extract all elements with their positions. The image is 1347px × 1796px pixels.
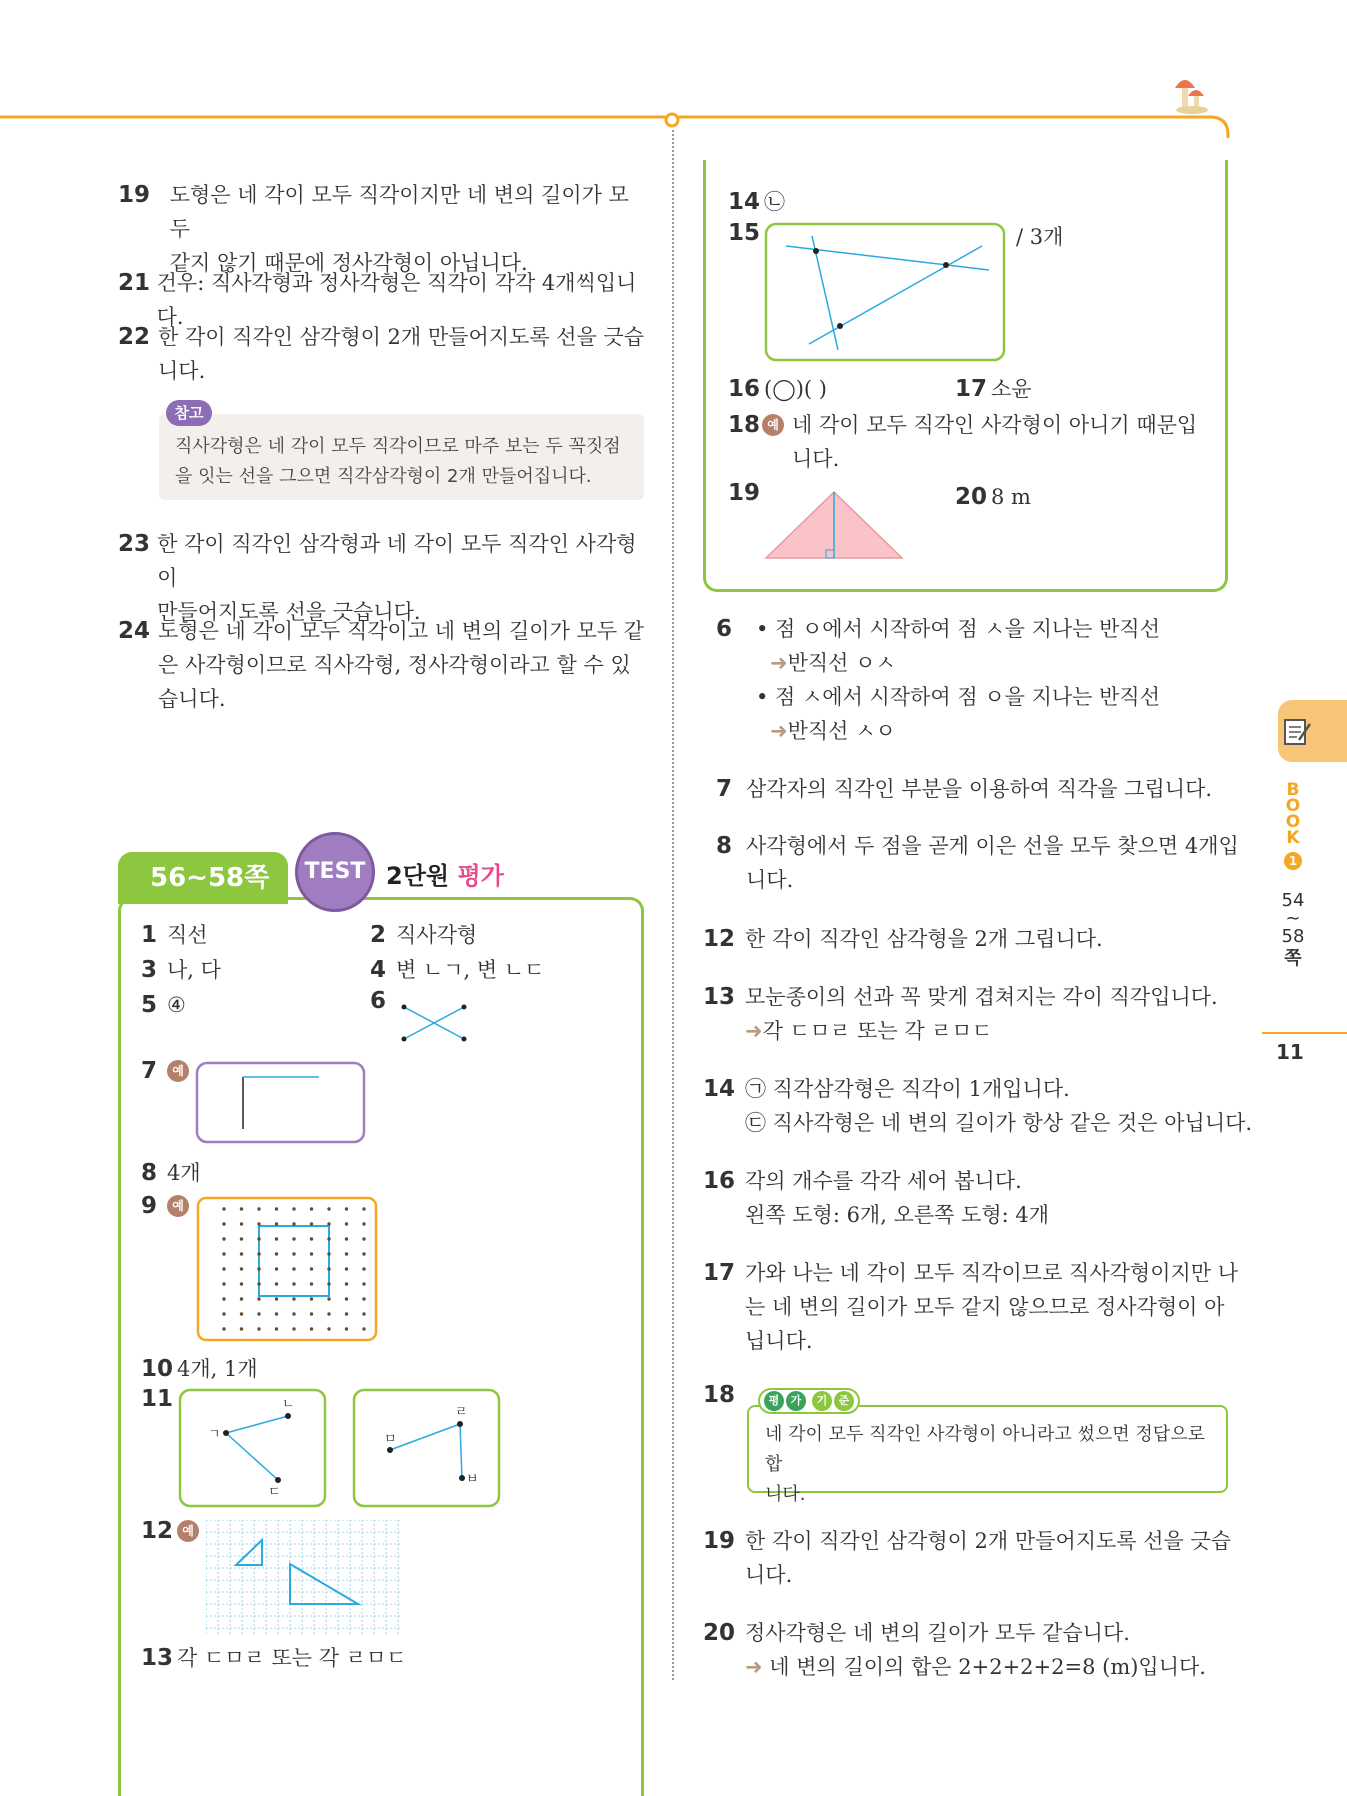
side-rule — [1262, 1032, 1347, 1034]
test-answer-1 — [141, 918, 208, 952]
answer-number: 9 — [141, 1193, 158, 1219]
grid-dot — [222, 1312, 225, 1315]
page-number: 11 — [1276, 1040, 1304, 1064]
grid-dot — [310, 1222, 313, 1225]
grid-dot — [362, 1207, 365, 1210]
vertex-label: ㄹ — [455, 1405, 468, 1420]
item-number: 14 — [703, 1076, 736, 1102]
page-range — [1274, 890, 1312, 970]
grid-dot — [222, 1222, 225, 1225]
box-answer-16 — [728, 372, 827, 406]
item-number: 21 — [118, 270, 151, 296]
grid-dot — [362, 1282, 365, 1285]
grid-dot — [292, 1252, 295, 1255]
grid-dot — [240, 1297, 243, 1300]
grid-dot — [345, 1327, 348, 1330]
box-answer-17 — [955, 372, 1032, 406]
grid-dot — [292, 1327, 295, 1330]
explain-line: 한 각이 직각인 삼각형이 2개 만들어지도록 선을 긋습 — [745, 1529, 1232, 1553]
answer-line: 네 각이 모두 직각인 사각형이 아니기 때문입 — [792, 413, 1198, 437]
grid-dot — [222, 1282, 225, 1285]
grid-dot — [362, 1312, 365, 1315]
grid-dot — [275, 1297, 278, 1300]
grid-dot — [240, 1327, 243, 1330]
grid-dot — [257, 1237, 260, 1240]
grid-dot — [222, 1267, 225, 1270]
page-range-tilde: ~ — [1285, 908, 1301, 929]
grid-dot — [257, 1267, 260, 1270]
grid-dot — [275, 1282, 278, 1285]
arrow-icon: ➜ — [770, 651, 788, 675]
grid-dot — [327, 1282, 330, 1285]
test-title — [386, 856, 504, 891]
grid-dot — [240, 1282, 243, 1285]
explain-8 — [716, 829, 1239, 897]
criteria-line: 니다. — [765, 1484, 806, 1505]
grid-dot — [240, 1207, 243, 1210]
answer-line: 니다. — [792, 447, 840, 471]
criteria-badge-char: 준 — [834, 1391, 854, 1411]
box-answer-20 — [955, 480, 1031, 514]
answer-number: 10 — [141, 1356, 174, 1382]
test-answer-4 — [370, 953, 544, 987]
item-number: 19 — [118, 182, 151, 208]
vertex-label: ㄴ — [282, 1397, 295, 1412]
explain-line: 는 네 변의 길이가 모두 같지 않으므로 정사각형이 아 — [745, 1295, 1225, 1319]
item-number: 18 — [703, 1382, 736, 1408]
grid-dot — [362, 1237, 365, 1240]
explain-line: • 점 ㅅ에서 시작하여 점 ㅇ을 지나는 반직선 — [756, 685, 1160, 709]
answer-text: ④ — [167, 993, 186, 1017]
grid-dot — [222, 1207, 225, 1210]
note-line: 을 잇는 선을 그으면 직각삼각형이 2개 만들어집니다. — [175, 466, 592, 487]
dot-grid-square-figure — [196, 1196, 378, 1342]
note-badge: 참고 — [166, 400, 212, 426]
arrow-icon: ➜ — [770, 719, 788, 743]
grid-dot — [240, 1252, 243, 1255]
grid-dot — [327, 1237, 330, 1240]
grid-dot — [362, 1252, 365, 1255]
box-answer-19 — [728, 480, 760, 506]
grid-dot — [275, 1237, 278, 1240]
note-line: 직사각형은 네 각이 모두 직각이므로 마주 보는 두 꼭짓점 — [175, 436, 621, 457]
vertex-label: ㅁ — [384, 1432, 397, 1447]
item-line: 만들어지도록 선을 긋습니다. — [157, 600, 421, 624]
item-number: 12 — [703, 926, 736, 952]
note-text — [175, 432, 640, 492]
grid-dot — [275, 1207, 278, 1210]
grid-dot — [292, 1282, 295, 1285]
criteria-badge-char: 평 — [764, 1391, 784, 1411]
explain-20 — [703, 1616, 1206, 1684]
item-line: 습니다. — [158, 687, 226, 711]
example-badge: 예 — [762, 414, 784, 436]
grid-dot — [292, 1222, 295, 1225]
page-range-start: 54 — [1281, 890, 1305, 911]
criteria-badge-char: 가 — [786, 1391, 806, 1411]
grid-dot — [257, 1312, 260, 1315]
criteria-badge — [758, 1388, 860, 1414]
explain-line: 반직선 ㅅㅇ — [787, 719, 896, 743]
answer-text: ㉡ — [764, 190, 785, 214]
book-label: BOOK — [1285, 780, 1301, 848]
page-range-end: 58 — [1281, 926, 1305, 947]
explain-arrow-line — [745, 1014, 1218, 1048]
grid-dot — [292, 1237, 295, 1240]
item-line: 도형은 네 각이 모두 직각이고 네 변의 길이가 모두 같 — [158, 619, 645, 643]
answer-number: 4 — [370, 957, 387, 983]
answer-number: 3 — [141, 957, 158, 983]
answer-number: 15 — [728, 220, 761, 246]
item-number: 16 — [703, 1168, 736, 1194]
explain-18 — [703, 1382, 735, 1408]
item-number: 20 — [703, 1620, 736, 1646]
answer-text: 소윤 — [991, 377, 1032, 401]
grid-dot — [345, 1237, 348, 1240]
explain-arrow-line — [745, 1650, 1206, 1684]
grid-dot — [362, 1327, 365, 1330]
grid-dot — [310, 1282, 313, 1285]
answer-number: 5 — [141, 992, 158, 1018]
grid-dot — [257, 1282, 260, 1285]
test-answer-6 — [370, 988, 386, 1014]
grid-dot — [310, 1252, 313, 1255]
grid-dot — [275, 1252, 278, 1255]
answer-number: 19 — [728, 480, 761, 506]
grid-dot — [240, 1267, 243, 1270]
item-number: 6 — [716, 616, 733, 642]
grid-dot — [310, 1297, 313, 1300]
answer-number: 16 — [728, 376, 761, 402]
item-line: 니다. — [158, 359, 206, 383]
criteria-text — [765, 1420, 1220, 1510]
example-badge: 예 — [167, 1195, 189, 1217]
triangle-divided-figure — [764, 488, 906, 560]
grid-dot — [292, 1207, 295, 1210]
grid-dot — [327, 1312, 330, 1315]
grid-dot — [257, 1327, 260, 1330]
explain-19 — [703, 1524, 1231, 1592]
grid-dot — [362, 1267, 365, 1270]
explain-line: 정사각형은 네 변의 길이가 모두 같습니다. — [745, 1621, 1130, 1645]
test-answer-5 — [141, 988, 186, 1022]
answer-number: 1 — [141, 922, 158, 948]
answer-number: 12 — [141, 1518, 174, 1544]
box-answer-18 — [728, 408, 1197, 476]
grid-dot — [310, 1267, 313, 1270]
vertex-label: ㄱ — [208, 1427, 221, 1442]
item-number: 7 — [716, 776, 733, 802]
explain-13 — [703, 980, 1218, 1048]
grid-dot — [292, 1297, 295, 1300]
crossing-lines-figure — [396, 995, 476, 1045]
grid-dot — [222, 1297, 225, 1300]
arrow-icon: ➜ — [745, 1019, 763, 1043]
answer-number: 20 — [955, 484, 988, 510]
left-item-19 — [118, 178, 646, 280]
answer-text: 직선 — [167, 923, 208, 947]
grid-dot — [240, 1237, 243, 1240]
vertex-label: ㄷ — [268, 1485, 281, 1500]
grid-dot — [257, 1252, 260, 1255]
item-number: 19 — [703, 1528, 736, 1554]
example-badge: 예 — [177, 1520, 199, 1542]
box-answer-15-text: / 3개 — [1016, 225, 1064, 249]
item-number: 24 — [118, 618, 151, 644]
intersection-figure — [764, 222, 1008, 362]
grid-dot — [275, 1312, 278, 1315]
explain-line: 니다. — [745, 1563, 793, 1587]
answer-text: (◯)( ) — [764, 377, 827, 401]
grid-dot — [240, 1222, 243, 1225]
answer-number: 6 — [370, 988, 387, 1014]
grid-dot — [292, 1267, 295, 1270]
explain-line: 왼쪽 도형: 6개, 오른쪽 도형: 4개 — [745, 1203, 1050, 1227]
answer-number: 8 — [141, 1160, 158, 1186]
item-number: 13 — [703, 984, 736, 1010]
grid-triangles-figure — [206, 1520, 402, 1636]
mushroom-icon — [1175, 80, 1208, 114]
test-answer-13 — [141, 1641, 407, 1675]
item-line: 한 각이 직각인 삼각형이 2개 만들어지도록 선을 긋습 — [158, 325, 645, 349]
grid-dot — [310, 1237, 313, 1240]
test-answer-12 — [141, 1518, 199, 1544]
answer-text: 4개 — [167, 1161, 201, 1185]
explain-arrow-line — [756, 646, 1160, 680]
item-number: 22 — [118, 324, 151, 350]
item-line: 같지 않기 때문에 정사각형이 아닙니다. — [169, 251, 528, 275]
explain-line: ㉢ 직사각형은 네 변의 길이가 항상 같은 것은 아닙니다. — [745, 1111, 1253, 1135]
grid-dot — [327, 1207, 330, 1210]
test-title-main: 2단원 — [386, 862, 458, 890]
test-answer-8 — [141, 1156, 201, 1190]
grid-dot — [257, 1207, 260, 1210]
grid-dot — [327, 1297, 330, 1300]
explain-line: 닙니다. — [745, 1329, 813, 1353]
test-pages-tab: 56~58쪽 — [118, 852, 288, 904]
grid-dot — [327, 1252, 330, 1255]
grid-dot — [327, 1327, 330, 1330]
explain-arrow-line — [756, 714, 1160, 748]
explain-line: 각의 개수를 각각 세어 봅니다. — [745, 1169, 1022, 1193]
answer-number: 17 — [955, 376, 988, 402]
explain-14 — [703, 1072, 1252, 1140]
item-number: 8 — [716, 833, 733, 859]
grid-dot — [222, 1252, 225, 1255]
column-divider — [672, 130, 674, 1680]
explain-line: 각 ㄷㅁㄹ 또는 각 ㄹㅁㄷ — [762, 1019, 993, 1043]
grid-dot — [275, 1267, 278, 1270]
page-range-unit: 쪽 — [1284, 948, 1302, 969]
explain-line: 네 변의 길이의 합은 2+2+2+2=8 (m)입니다. — [769, 1655, 1206, 1679]
notebook-icon — [1281, 716, 1313, 748]
item-line: 은 사각형이므로 직사각형, 정사각형이라고 할 수 있 — [158, 653, 631, 677]
explain-line: 모눈종이의 선과 꼭 맞게 겹쳐지는 각이 직각입니다. — [745, 985, 1218, 1009]
grid-dot — [362, 1222, 365, 1225]
explain-line: 니다. — [746, 868, 794, 892]
item-line: 건우: 직사각형과 정사각형은 직각이 각각 4개씩입니다. — [156, 271, 637, 329]
grid-dot — [327, 1222, 330, 1225]
grid-dot — [310, 1312, 313, 1315]
left-item-24 — [118, 614, 646, 716]
grid-dot — [310, 1207, 313, 1210]
explain-line: • 점 ㅇ에서 시작하여 점 ㅅ을 지나는 반직선 — [756, 617, 1160, 641]
explain-line: 한 각이 직각인 삼각형을 2개 그립니다. — [745, 927, 1103, 951]
explain-6 — [716, 612, 1160, 748]
explain-7 — [716, 772, 1212, 806]
left-item-22 — [118, 320, 646, 388]
test-answer-3 — [141, 953, 221, 987]
answer-text: 각 ㄷㅁㄹ 또는 각 ㄹㅁㄷ — [177, 1646, 407, 1670]
grid-dot — [345, 1222, 348, 1225]
angle-figure-a — [178, 1388, 328, 1508]
test-answer-10 — [141, 1352, 258, 1386]
answer-text: 직사각형 — [396, 923, 478, 947]
grid-dot — [275, 1327, 278, 1330]
item-line: 한 각이 직각인 삼각형과 네 각이 모두 직각인 사각형이 — [157, 532, 637, 590]
test-answer-2 — [370, 918, 477, 952]
answer-number: 18 — [728, 412, 761, 438]
item-number: 17 — [703, 1260, 736, 1286]
grid-dot — [345, 1297, 348, 1300]
answer-text: 4개, 1개 — [177, 1357, 258, 1381]
grid-dot — [240, 1312, 243, 1315]
grid-dot — [345, 1267, 348, 1270]
answer-number: 7 — [141, 1058, 158, 1084]
answer-text: 8 m — [991, 485, 1031, 509]
answer-text: 변 ㄴㄱ, 변 ㄴㄷ — [396, 958, 545, 982]
test-title-highlight: 평가 — [457, 862, 504, 890]
grid-dot — [345, 1207, 348, 1210]
grid-dot — [327, 1267, 330, 1270]
explain-line: 사각형에서 두 점을 곧게 이은 선을 모두 찾으면 4개입 — [746, 834, 1239, 858]
answer-number: 14 — [728, 189, 761, 215]
explain-line: ㉠ 직각삼각형은 직각이 1개입니다. — [745, 1077, 1070, 1101]
right-angle-figure — [195, 1061, 367, 1145]
angle-figure-b — [352, 1388, 502, 1508]
box-answer-15 — [728, 220, 760, 246]
grid-dot — [222, 1327, 225, 1330]
explain-16 — [703, 1164, 1049, 1232]
explain-17 — [703, 1256, 1238, 1358]
explain-line: 가와 나는 네 각이 모두 직각이므로 직사각형이지만 나 — [745, 1261, 1239, 1285]
grid-dot — [362, 1297, 365, 1300]
grid-dot — [345, 1282, 348, 1285]
explain-12 — [703, 922, 1103, 956]
explain-line: 삼각자의 직각인 부분을 이용하여 직각을 그립니다. — [746, 777, 1213, 801]
grid-dot — [257, 1222, 260, 1225]
item-line: 도형은 네 각이 모두 직각이지만 네 변의 길이가 모두 — [169, 183, 629, 241]
explain-line: 반직선 ㅇㅅ — [787, 651, 896, 675]
book-number: 1 — [1284, 852, 1302, 870]
item-number: 23 — [118, 531, 151, 557]
test-answer-9 — [141, 1193, 189, 1219]
grid-dot — [292, 1312, 295, 1315]
grid-dot — [345, 1312, 348, 1315]
criteria-line: 네 각이 모두 직각인 사각형이 아니라고 썼으면 정답으로 합 — [765, 1424, 1205, 1475]
arrow-icon: ➜ — [745, 1655, 770, 1679]
box-answer-14 — [728, 185, 785, 219]
answer-number: 2 — [370, 922, 387, 948]
grid-dot — [345, 1252, 348, 1255]
answer-text: 나, 다 — [167, 958, 221, 982]
test-answer-7 — [141, 1058, 189, 1084]
test-badge: TEST — [295, 832, 375, 912]
example-badge: 예 — [167, 1060, 189, 1082]
grid-dot — [257, 1297, 260, 1300]
answer-number: 11 — [141, 1386, 174, 1412]
vertex-label: ㅂ — [466, 1472, 479, 1487]
criteria-badge-char: 기 — [812, 1391, 832, 1411]
answer-number: 13 — [141, 1645, 174, 1671]
grid-dot — [310, 1327, 313, 1330]
grid-dot — [222, 1237, 225, 1240]
grid-dot — [275, 1222, 278, 1225]
test-answer-11 — [141, 1386, 173, 1412]
